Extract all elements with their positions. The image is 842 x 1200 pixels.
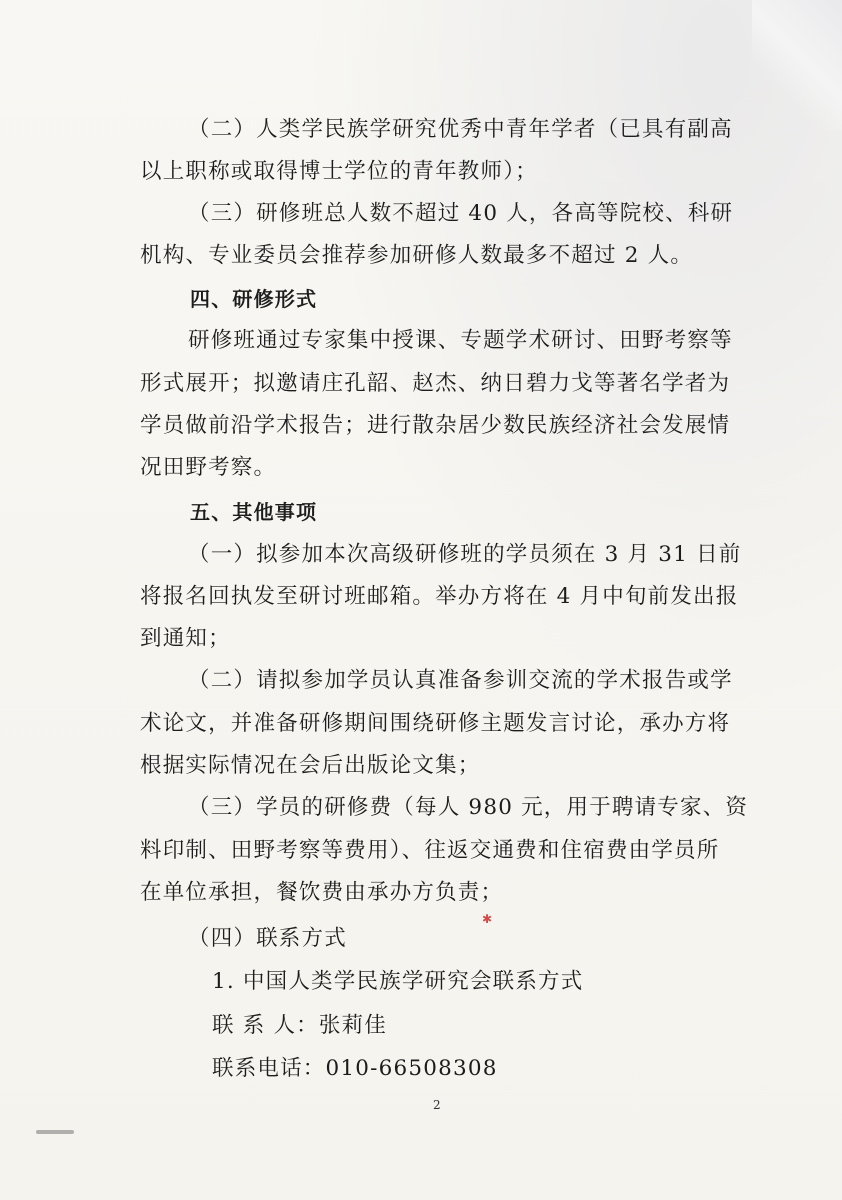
section-heading-4: 四、研修形式	[190, 287, 318, 311]
paragraph-line: 根据实际情况在会后出版论文集；	[140, 753, 481, 778]
paragraph-line: 料印制、田野考察等费用）、往返交通费和住宿费由学员所	[140, 838, 720, 863]
section-heading-5: 五、其他事项	[190, 500, 318, 524]
paragraph-line: （四）联系方式	[188, 926, 347, 951]
scan-smudge	[36, 1130, 74, 1134]
paragraph-line: （二）请拟参加学员认真准备参训交流的学术报告或学	[188, 668, 733, 693]
paragraph-line: （二）人类学民族学研究优秀中青年学者（已具有副高	[188, 117, 733, 142]
page-corner-fold	[752, 0, 842, 130]
paragraph-line: 形式展开；拟邀请庄孔韶、赵杰、纳日碧力戈等著名学者为	[140, 371, 731, 396]
paragraph-line: （三）研修班总人数不超过 40 人，各高等院校、科研	[188, 201, 734, 226]
paragraph-line: 机构、专业委员会推荐参加研修人数最多不超过 2 人。	[140, 243, 694, 268]
page-number: 2	[433, 1098, 441, 1112]
paragraph-line: 将报名回执发至研讨班邮箱。举办方将在 4 月中旬前发出报	[140, 584, 739, 609]
paragraph-line: 以上职称或取得博士学位的青年教师）；	[140, 159, 538, 184]
contact-phone: 联系电话：010-66508308	[212, 1056, 498, 1081]
paragraph-line: （一）拟参加本次高级研修班的学员须在 3 月 31 日前	[188, 542, 742, 567]
red-ink-mark-icon: ✱	[482, 912, 493, 926]
contact-title: 1. 中国人类学民族学研究会联系方式	[212, 969, 584, 994]
paragraph-line: （三）学员的研修费（每人 980 元，用于聘请专家、资	[188, 795, 749, 820]
paragraph-line: 术论文，并准备研修期间围绕研修主题发言讨论，承办方将	[140, 711, 731, 736]
paragraph-line: 研修班通过专家集中授课、专题学术研讨、田野考察等	[188, 328, 733, 353]
paragraph-line: 学员做前沿学术报告；进行散杂居少数民族经济社会发展情	[140, 413, 731, 438]
contact-person: 联 系 人：张莉佳	[212, 1013, 387, 1038]
paragraph-line: 况田野考察。	[140, 455, 277, 480]
paragraph-line: 在单位承担，餐饮费由承办方负责；	[140, 880, 504, 905]
paragraph-line: 到通知；	[140, 626, 231, 651]
